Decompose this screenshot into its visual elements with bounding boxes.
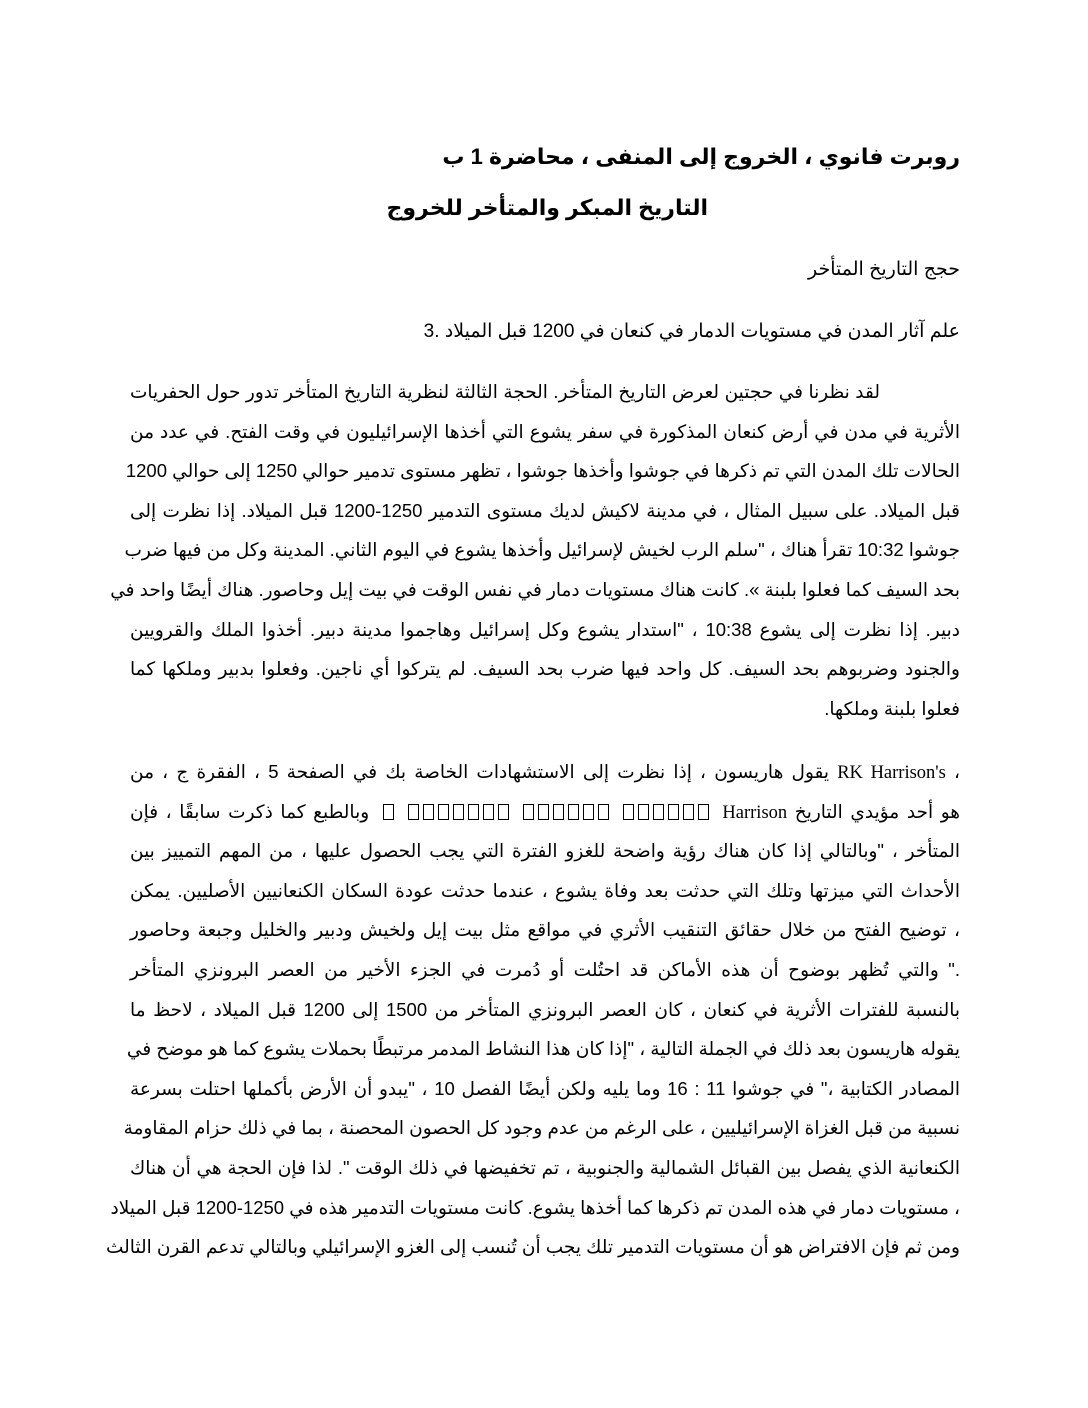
missing-glyph-box-icon <box>468 804 479 820</box>
missing-glyph-box-icon <box>698 804 709 820</box>
paragraph-line: لقد نظرنا في حجتين لعرض التاريخ المتأخر. الحجة الثالثة لنظرية التاريخ المتأخر تدور حول الحفريات <box>130 381 880 402</box>
point-heading: علم آثار المدن في مستويات الدمار في كنعان في 1200 قبل الميلاد .3 <box>423 321 960 342</box>
missing-glyph-box-icon <box>598 804 609 820</box>
paragraph-line: بالنسبة للفترات الأثرية في كنعان ، كان العصر البرونزي المتأخر من 1500 إلى 1200 قبل الميلاد ، لاحظ ما <box>130 998 960 1020</box>
missing-glyph-box-icon <box>423 804 434 820</box>
paragraph-line: جوشوا 10:32 تقرأ هناك ، "سلم الرب لخيش لإسرائيل وأخذها يشوع في اليوم الثاني. المدينة وكل من فيها ضرب <box>124 539 960 561</box>
missing-glyph-box-icon <box>683 804 694 820</box>
paragraph-line: ، توضيح الفتح من خلال حقائق التنقيب الأثري في مواقع مثل بيت إيل ولخيش ودبير والخليل وجبعة وحاصور <box>130 919 960 941</box>
latin-name: Harrison <box>722 802 788 823</box>
paragraph-line: ." والتي تُظهر بوضوح أن هذه الأماكن قد احتُلت أو دُمرت في الجزء الأخير من العصر البرونزي المتأخر <box>130 958 960 980</box>
paragraph-line: بحد السيف كما فعلوا بلبنة ». كانت هناك مستويات دمار في نفس الوقت في بيت إيل وحاصور. هناك أيضًا واحد في <box>110 578 960 600</box>
paragraph-line: قبل الميلاد. على سبيل المثال ، في مدينة لاكيش لديك مستوى التدمير 1250-1200 قبل الميلاد. إذا نظرت إلى <box>130 499 960 521</box>
missing-glyph-group <box>621 801 711 822</box>
missing-glyph-group <box>406 801 511 822</box>
line-text: يقول هاريسون ، إذا نظرت إلى الاستشهادات الخاصة بك في الصفحة 5 ، الفقرة ج ، من <box>130 761 830 782</box>
paragraph-line: دبير. إذا نظرت إلى يشوع 10:38 ، "استدار يشوع وكل إسرائيل وهاجموا مدينة دبير. أخذوا الملك والقرويين <box>130 618 960 640</box>
document-title: روبرت فانوي ، الخروج إلى المنفى ، محاضرة 1 ب <box>442 144 960 169</box>
missing-glyph-box-icon <box>483 804 494 820</box>
paragraph-line: الأحداث التي ميزتها وتلك التي حدثت بعد وفاة يشوع ، عندما حدثت عودة السكان الكنعانيين الأصليين. يمكن <box>130 879 960 901</box>
paragraph-line: المصادر الكتابية ،" في جوشوا 11 : 16 وما يليه ولكن أيضًا الفصل 10 ، "يبدو أن الأرض بأكملها احتلت بسرعة <box>130 1077 960 1099</box>
paragraph-line: ، مستويات دمار في هذه المدن تم ذكرها كما أخذها يشوع. كانت مستويات التدمير هذه في 1250-1200 قبل الميلاد <box>110 1196 960 1218</box>
paragraph-line <box>130 792 960 832</box>
missing-glyph-box-icon <box>523 804 534 820</box>
paragraph-2 <box>105 752 961 1267</box>
missing-glyph-box-icon <box>438 804 449 820</box>
missing-glyph-box-icon <box>453 804 464 820</box>
paragraph-line: يقوله هاريسون بعد ذلك في الجملة التالية ، "إذا كان هذا النشاط المدمر مرتبطًا بحملات يشوع كما هو موضح في <box>126 1038 960 1060</box>
paragraph-line: نسبية من قبل الغزاة الإسرائيليين ، على الرغم من عدم وجود كل الحصون المحصنة ، بما في ذلك حزام المقاومة <box>123 1117 960 1139</box>
missing-glyph-box-icon <box>583 804 594 820</box>
missing-glyph-box-icon <box>538 804 549 820</box>
paragraph-line: فعلوا بلبنة وملكها. <box>824 697 960 719</box>
leading-comma: ، <box>954 761 961 782</box>
line-text: هو أحد مؤيدي التاريخ <box>794 800 961 822</box>
paragraph-line: ومن ثم فإن الافتراض هو أن مستويات التدمير تلك يجب أن تُنسب إلى الغزو الإسرائيلي وبالتالي تدعم القرن الثالث <box>105 1236 960 1258</box>
missing-glyph-box-icon <box>668 804 679 820</box>
paragraph-line: والجنود وضربوهم بحد السيف. كل واحد فيها ضرب بحد السيف. لم يتركوا أي ناجين. وفعلوا بدبير وملكها كما <box>130 658 960 680</box>
latin-name: RK Harrison's <box>837 763 946 783</box>
missing-glyph-boxes <box>381 792 711 832</box>
missing-glyph-box-icon <box>383 804 394 820</box>
paragraph-line: الكنعانية الذي يفصل بين القبائل الشمالية والجنوبية ، تم تخفيضها في ذلك الوقت ". لذا فإن الحجة هي أن هناك <box>130 1156 960 1178</box>
missing-glyph-box-icon <box>568 804 579 820</box>
missing-glyph-group <box>521 801 611 822</box>
document-subtitle: التاريخ المبكر والمتأخر للخروج <box>386 195 708 220</box>
missing-glyph-box-icon <box>638 804 649 820</box>
paragraph-line <box>130 752 960 792</box>
paragraph-line: الأثرية في مدن في أرض كنعان المذكورة في سفر يشوع التي أخذها الإسرائيليون في وقت الفتح. في عدد من <box>130 420 960 442</box>
missing-glyph-box-icon <box>623 804 634 820</box>
missing-glyph-box-icon <box>553 804 564 820</box>
paragraph-line: المتأخر ، "وبالتالي إذا كان هناك رؤية واضحة للغزو الفترة التي يجب الحصول عليها ، من المهم التمييز بين <box>130 840 960 862</box>
missing-glyph-box-icon <box>498 804 509 820</box>
missing-glyph-group <box>381 801 396 822</box>
missing-glyph-box-icon <box>653 804 664 820</box>
paragraph-1 <box>110 372 960 728</box>
paragraph-line: الحالات تلك المدن التي تم ذكرها في جوشوا وأخذها جوشوا ، تظهر مستوى تدمير حوالي 1250 إلى حوالي 1200 <box>125 460 960 482</box>
section-heading: حجج التاريخ المتأخر <box>808 259 960 280</box>
line-text: وبالطبع كما ذكرت سابقًا ، فإن <box>130 800 370 822</box>
missing-glyph-box-icon <box>408 804 419 820</box>
